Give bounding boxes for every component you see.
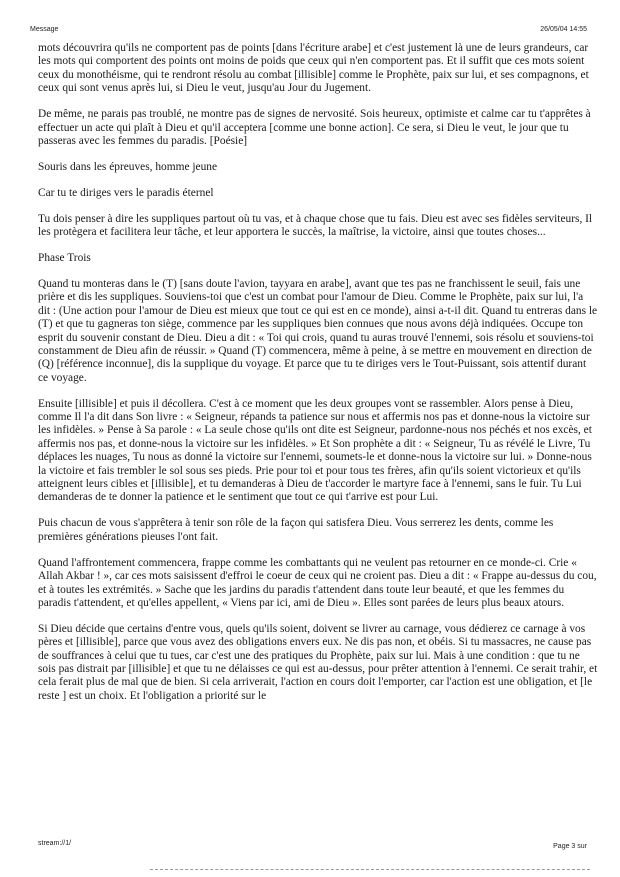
paragraph: Tu dois penser à dire les suppliques partout où tu vas, et à chaque chose que tu fais. Dieu est avec ses fidèles serviteurs, Il les protègera et facilitera leur tâche, et leur apportera le succès, la maîtrise, la victoire, ainsi que toutes choses...: [38, 212, 593, 239]
header-source-label: Message: [30, 26, 59, 33]
paragraph: Puis chacun de vous s'apprêtera à tenir son rôle de la façon qui satisfera Dieu. Vous serrerez les dents, comme les premières générations pieuses l'ont fait.: [38, 517, 554, 543]
paragraph: Quand l'affrontement commencera, frappe comme les combattants qui ne veulent pas retourner en ce monde-ci. Crie « Allah Akbar ! », car ces mots saisissent d'effroi le coeur de ceux qui ne croient pas. Dieu a dit : « Frappe au-dessus du cou, et à toutes les extrémités. » Sache que les jardins du paradis t'attendent dans toute leur beauté, et que les femmes du paradis t'attendent, et qu'elles appellent, « Viens par ici, ami de Dieu ». Elles sont parées de leurs plus beaux atours.: [38, 556, 597, 609]
paragraph: Quand tu monteras dans le (T) [sans doute l'avion, tayyara en arabe], avant que tes pas ne franchissent le seuil, fais une prière et dis les suppliques. Souviens-toi que c'est un combat pour l'amour de Dieu. Comme le Prophète, paix sur lui, l'a dit : (Une action pour l'amour de Dieu est mieux que tout ce qui est en ce monde), ainsi a-t-il dit. Quand tu entreras dans le (T) et que tu gagneras ton siège, commence par les suppliques bien connues que nous avons déjà indiquées. Occupe ton esprit du souvenir constant de Dieu. Dieu a dit : « Toi qui crois, quand tu auras trouvé l'ennemi, sois résolu et souviens-toi constamment de Dieu afin de réussir. » Quand (T) commencera, même à peine, à se mettre en mouvement en direction de (Q) [référence inconnue], dis la supplique du voyage. Et parce que tu te diriges vers le Tout-Puissant, sois attentif durant ce voyage.: [38, 277, 598, 384]
section-heading: Phase Trois: [38, 251, 91, 264]
poem-line: Souris dans les épreuves, homme jeune: [38, 160, 218, 173]
footer-url: stream://1/: [38, 840, 72, 847]
paragraph: mots découvrira qu'ils ne comportent pas de points [dans l'écriture arabe] et c'est justement là une de leurs grandeurs, car les mots qui comportent des points ont moins de poids que ceux qui n'en comportent pas. Et il suffit que ces mots soient ceux du monothéisme, qui te rendront résolu au combat [illisible] comme le Prophète, paix sur lui, et ses compagnons, et ceux qui sont venus après lui, si Dieu le veut, jusqu'au Jour du Jugement.: [38, 42, 589, 95]
paragraph: De même, ne parais pas troublé, ne montre pas de signes de nervosité. Sois heureux, optimiste et calme car tu t'apprêtes à effectuer un acte qui plaît à Dieu et qu'il acceptera [comme une bonne action]. Ce sera, si Dieu le veut, le jour que tu passeras avec les femmes du paradis. [Poésie]: [38, 108, 591, 147]
scan-edge-divider: [150, 869, 590, 873]
paragraph: Ensuite [illisible] et puis il décollera. C'est à ce moment que les deux groupes vont se rassembler. Alors pense à Dieu, comme Il l'a dit dans Son livre : « Seigneur, répands ta patience sur nous et affermis nos pas et donne-nous la victoire sur les infidèles. » Pense à Sa parole : « La seule chose qu'ils ont dite est Seigneur, pardonne-nous nos péchés et nos excès, et affermis nos pas, et donne-nous la victoire sur les infidèles. » Et Son prophète a dit : « Seigneur, Tu as révélé le Livre, Tu déplaces les nuages, Tu nous as donné la victoire sur l'ennemi, soumets-le et donne-nous la victoire sur lui. » Donne-nous la victoire et fais trembler le sol sous ses pieds. Prie pour toi et pour tous tes frères, afin qu'ils soient victorieux et qu'ils atteignent leurs cibles et [illisible], et tu demanderas à Dieu de t'accorder le martyre face à l'ennemi, sans le fuir. Tu Lui demanderas de te donner la patience et le sentiment que tout ce qui t'arrive est pour Lui.: [38, 397, 592, 504]
poem-line: Car tu te diriges vers le paradis éternel: [38, 186, 214, 199]
header-timestamp: 26/05/04 14:55: [540, 26, 587, 33]
footer-page-number: Page 3 sur: [553, 843, 587, 850]
document-body: [38, 42, 598, 716]
paragraph: Si Dieu décide que certains d'entre vous, quels qu'ils soient, doivent se livrer au carnage, vous dédierez ce carnage à vos pères et [illisible], parce que vous avez des obligations envers eux. Ne dis pas non, et obéis. Si tu massacres, ne cause pas de souffrances à celui que tu tues, car c'est une des pratiques du Prophète, paix sur lui. Mais à une condition : que tu ne sois pas distrait par [illisible] et que tu ne délaisses ce qui est au-dessus, pour prêter attention à l'ennemi. Ce serait trahir, et cela ferait plus de mal que de bien. Si cela arriverait, l'action en cours doit l'emporter, car l'action est une obligation, et [le reste ] est un choix. Et l'obligation a priorité sur le: [38, 622, 598, 702]
